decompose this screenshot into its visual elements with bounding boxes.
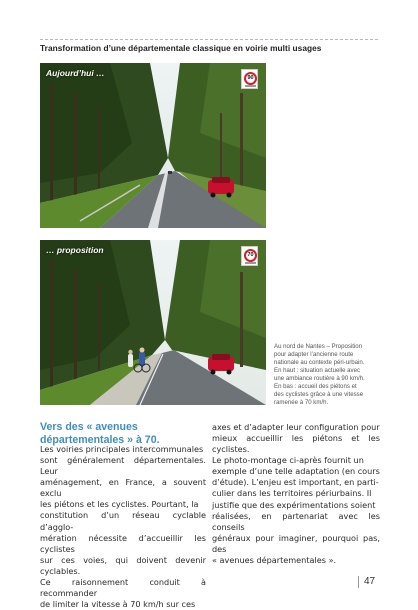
body-line: exemple d’une telle adaptation (en cours: [212, 466, 380, 477]
sign-base: [245, 85, 256, 87]
road-photo-current: [40, 63, 266, 228]
body-line: Les voiries principales intercommunales: [40, 444, 204, 454]
speed-limit-sign-90: [241, 69, 258, 89]
body-line: Ce raisonnement conduit à recommander: [40, 576, 206, 599]
body-line: culier dans les territoires périurbains. Il: [212, 488, 372, 499]
speed-limit-value: 90: [247, 74, 254, 81]
road-photo-proposition: [40, 240, 266, 405]
caption-line: En bas : accueil des piétons et: [274, 383, 357, 391]
caption-line: En haut : situation actuelle avec: [274, 367, 361, 375]
section-title: Vers des « avenues départementales » à 70.: [40, 421, 160, 446]
photo-caption: [274, 343, 380, 407]
body-line: d’étude). L’enjeu est important, en parti-: [212, 477, 379, 488]
body-line: mération nécessite d’accueillir les cyclistes: [40, 532, 206, 554]
page-number-divider: [358, 576, 359, 588]
body-column-right: [212, 422, 380, 566]
caption-line: Au nord de Nantes – Proposition: [274, 343, 363, 350]
photo-label-current: Aujourd’hui …: [46, 68, 105, 78]
caption-line: pour adapter l’ancienne route: [274, 351, 354, 359]
speed-limit-sign-70: [241, 246, 258, 266]
caption-line: nationale au contexte péri-urbain.: [274, 359, 365, 367]
page-number: 47: [364, 576, 376, 587]
body-line: de limiter la vitesse à 70 km/h sur ces: [40, 599, 196, 610]
page-header-title: Transformation d’une départementale classique en voirie multi usages: [40, 43, 322, 53]
body-line: Le photo-montage ci-après fournit un: [212, 455, 364, 466]
speed-limit-disc: [244, 72, 257, 85]
body-line: aménagement, en France, a souvent exclu: [40, 477, 206, 499]
body-line: axes et d’adapter leur configuration pour: [212, 422, 380, 432]
speed-limit-disc: [244, 249, 257, 262]
caption-line: une ambiance routière à 90 km/h.: [274, 375, 365, 383]
photo-label-proposition: … proposition: [46, 245, 104, 255]
body-line: généraux pour imaginer, pourquoi pas, des: [212, 532, 380, 554]
body-line: sur ces voies, qui doivent devenir cyclables.: [40, 554, 206, 576]
caption-line: ramenée à 70 km/h.: [274, 399, 329, 407]
body-column-left: [40, 444, 206, 610]
body-line: mieux accueillir les piétons et les cyclistes.: [212, 433, 380, 455]
photo-proposition: [40, 240, 266, 405]
header-rule: [40, 39, 378, 40]
sign-base: [245, 262, 256, 264]
body-line: réalisées, en partenariat avec les conseils: [212, 510, 380, 532]
body-line: constitution d’un réseau cyclable d’agglo-: [40, 510, 206, 532]
caption-line: des cyclistes grâce à une vitesse: [274, 391, 364, 399]
photo-current-situation: [40, 63, 266, 228]
body-line: les piétons et les cyclistes. Pourtant, la: [40, 499, 199, 510]
speed-limit-value: 70: [247, 251, 254, 258]
body-line: sont généralement départementales. Leur: [40, 455, 206, 477]
body-line: « avenues départementales ».: [212, 554, 337, 565]
body-line: justifie que des expérimentations soient: [212, 499, 376, 510]
